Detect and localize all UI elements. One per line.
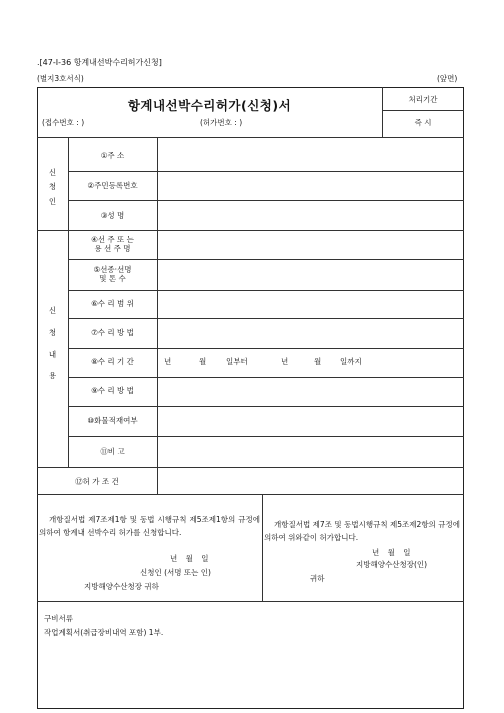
repair-method-label: ⑦수 리 방 법 xyxy=(91,328,134,337)
repair-method-2-label: ⑨수 리 방 법 xyxy=(91,386,134,395)
permit-conditions-label: ⑫허 가 조 건 xyxy=(75,477,119,486)
permit-number: (허가번호 : ) xyxy=(200,118,243,127)
period-start-year: 년 xyxy=(164,357,172,366)
application-group-label: 신 청 내 용 xyxy=(48,306,57,381)
remarks-label: ⑪비 고 xyxy=(100,447,125,456)
period-end-year: 년 xyxy=(281,357,289,366)
application-addressee: 지방해양수산청장 귀하 xyxy=(84,582,159,591)
processing-period-value: 즉 시 xyxy=(414,118,432,127)
application-date: 년 월 일 xyxy=(170,554,209,563)
repair-period-label: ⑧수 리 기 간 xyxy=(91,357,134,366)
page-side: (앞면) xyxy=(437,74,458,83)
required-docs-label: 구비서류 xyxy=(44,614,73,623)
permit-date: 년 월 일 xyxy=(372,548,411,557)
doc-ref: .[47-Ⅰ-36 항계내선박수리허가신청] xyxy=(37,58,162,67)
applicant-group-label: 신 청 인 xyxy=(48,168,57,206)
period-start-month: 월 xyxy=(199,357,207,366)
permit-addressee: 귀하 xyxy=(310,574,325,583)
processing-period-label: 처리기간 xyxy=(408,95,438,104)
receipt-number: (접수번호 : ) xyxy=(42,118,85,127)
cargo-loading-label: ⑩화물적재여부 xyxy=(87,416,138,425)
owner-name-label: ④선 주 또 는 용 선 주 명 xyxy=(91,235,134,254)
application-declaration: 개항질서법 제7조제1항 및 동법 시행규칙 제5조제1항의 규정에 의하여 항계내 선박수리 허가를 신청합니다. xyxy=(39,515,260,538)
period-end-month: 월 xyxy=(314,357,322,366)
required-docs-item: 작업계획서(취급장비내역 포함) 1부. xyxy=(44,628,164,637)
permit-declaration: 개항질서법 제7조 및 동법시행규칙 제5조제2항의 규정에 의하여 위와같이 허가합니다. xyxy=(264,520,460,543)
permit-issuer: 지방해양수산청장(인) xyxy=(356,560,428,569)
period-start-day: 일부터 xyxy=(226,357,248,366)
vessel-type-label: ⑤선종·선명 및 톤 수 xyxy=(93,265,132,284)
resident-number-label: ②주민등록번호 xyxy=(87,181,138,190)
address-label: ①주 소 xyxy=(100,151,125,160)
period-end-day: 일까지 xyxy=(340,357,362,366)
applicant-signature-line: 신청인 (서명 또는 인) xyxy=(140,568,211,577)
form-title: 항계내선박수리허가(신청)서 xyxy=(127,98,292,113)
form-number: (별지3호서식) xyxy=(37,74,84,83)
repair-scope-label: ⑥수 리 범 위 xyxy=(91,299,134,308)
name-label: ③성 명 xyxy=(100,211,125,220)
